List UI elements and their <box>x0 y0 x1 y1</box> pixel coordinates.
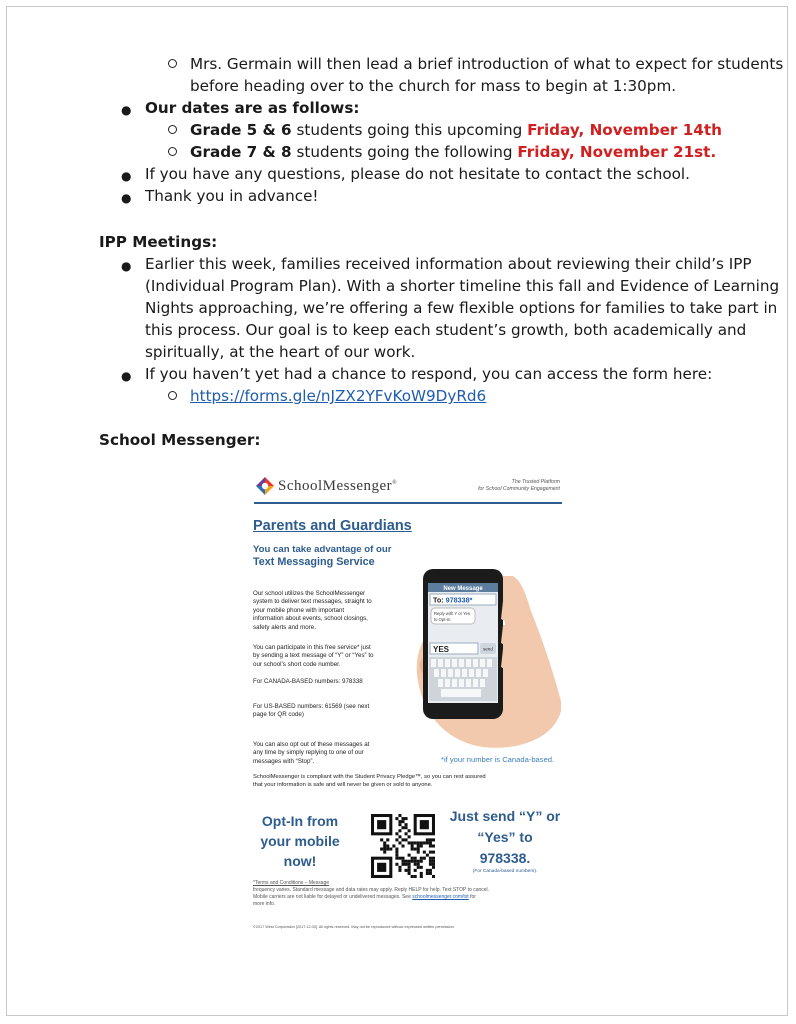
ipp-respond: If you haven’t yet had a chance to respond, you can access the form here: <box>145 365 713 383</box>
ipp-line-4: this process. Our goal is to keep each student’s growth, both academically and <box>145 321 747 339</box>
ipp-form-link[interactable]: https://forms.gle/nJZX2YFvKoW9DyRd6 <box>190 387 487 405</box>
flyer-privacy: SchoolMessenger is compliant with the Student Privacy Pledge™, so you can rest assured that your information is safe and will never be given or sold to anyone. <box>253 774 486 788</box>
schoolmessenger-flyer <box>248 466 570 941</box>
flyer-us: For US-BASED numbers: 61569 (see next page for QR code) <box>253 703 370 719</box>
flyer-send: Just send “Y” or “Yes” to 978338. <box>449 808 561 866</box>
bullet: ● <box>121 259 132 273</box>
bullet: ● <box>121 369 132 383</box>
flyer-tagline: The Trusted Platform for School Community Engagement <box>478 479 560 492</box>
phone-send: send <box>483 646 493 652</box>
sub-bullet <box>168 125 177 134</box>
bullet: ● <box>121 103 132 117</box>
flyer-divider <box>254 502 562 504</box>
questions-text: If you have any questions, please do not hesitate to contact the school. <box>145 165 690 183</box>
flyer-terms: *Terms and Conditions – Message frequency varies. Standard message and data rates may apply. Reply HELP for help. Text STOP to cancel. Mobile carriers are not liable for delayed or undelivered messages. See schoolmessenger.com/txt for more info. <box>253 880 490 907</box>
ipp-line-3: Nights approaching, we’re offering a few flexible options for families to take part in <box>145 299 778 317</box>
messenger-heading: School Messenger: <box>99 431 261 449</box>
schoolmessenger-logo-icon <box>255 476 275 496</box>
flyer-canada: For CANADA-BASED numbers: 978338 <box>253 678 363 685</box>
flyer-send-note: (For Canada-based numbers). <box>472 869 538 874</box>
flyer-optin: Opt-In from your mobile now! <box>260 813 340 869</box>
grade56-label: Grade 5 & 6 <box>190 121 292 139</box>
qr-code[interactable] <box>371 814 435 878</box>
grade56-date: Friday, November 14th <box>527 121 722 139</box>
phone-header: New Message <box>443 586 483 592</box>
sub-bullet <box>168 391 177 400</box>
flyer-brand: SchoolMessenger® <box>278 478 398 494</box>
intro-line-2: before heading over to the church for mass to begin at 1:30pm. <box>190 77 677 95</box>
phone-bubble-2: to Opt-In. <box>434 617 452 622</box>
bullet: ● <box>121 191 132 205</box>
flyer-optout: You can also opt out of these messages at any time by simply replying to one of our messages with “Stop”. <box>253 741 370 765</box>
grade56-text: students going this upcoming <box>291 121 528 139</box>
grade78-text: students going the following <box>291 143 518 161</box>
ipp-heading: IPP Meetings: <box>99 233 218 251</box>
flyer-body-2: You can participate in this free service* just by sending a text message of “Y” or “Yes” to our school’s short code number. <box>253 644 374 668</box>
ipp-line-2: (Individual Program Plan). With a shorter timeline this fall and Evidence of Learning <box>145 277 780 295</box>
ipp-line-1: Earlier this week, families received information about reviewing their child’s IPP <box>145 255 752 273</box>
hand-phone-illustration <box>403 561 563 751</box>
ipp-line-5: spiritually, at the heart of our work. <box>145 343 416 361</box>
grade56-line <box>190 119 722 141</box>
grade78-label: Grade 7 & 8 <box>190 143 292 161</box>
dates-label: Our dates are as follows: <box>145 99 360 117</box>
grade78-date: Friday, November 21st. <box>517 143 717 161</box>
grade78-line <box>190 141 716 163</box>
flyer-subtitle: You can take advantage of our Text Messaging Service <box>253 544 392 568</box>
sub-bullet <box>168 147 177 156</box>
flyer-body-1: Our school utilizes the SchoolMessenger system to deliver text messages, straight to your mobile phone with important information about events, school closings, safety alerts and more. <box>253 590 372 631</box>
flyer-footnote: *if your number is Canada-based. <box>441 755 555 764</box>
intro-line-1: Mrs. Germain will then lead a brief introduction of what to expect for students <box>190 55 784 73</box>
thanks-text: Thank you in advance! <box>145 187 319 205</box>
phone-bubble-1: Reply with Y or Yes <box>434 611 470 616</box>
sub-bullet <box>168 59 177 68</box>
flyer-copyright: ©2017 West Corporation [2017.12.00]. All rights reserved. May not be reproduced without expressed written permission. <box>253 925 455 929</box>
phone-input: YES <box>433 645 450 654</box>
bullet: ● <box>121 169 132 183</box>
flyer-title: Parents and Guardians <box>253 518 412 534</box>
phone-to: To: 978338* <box>433 595 473 605</box>
